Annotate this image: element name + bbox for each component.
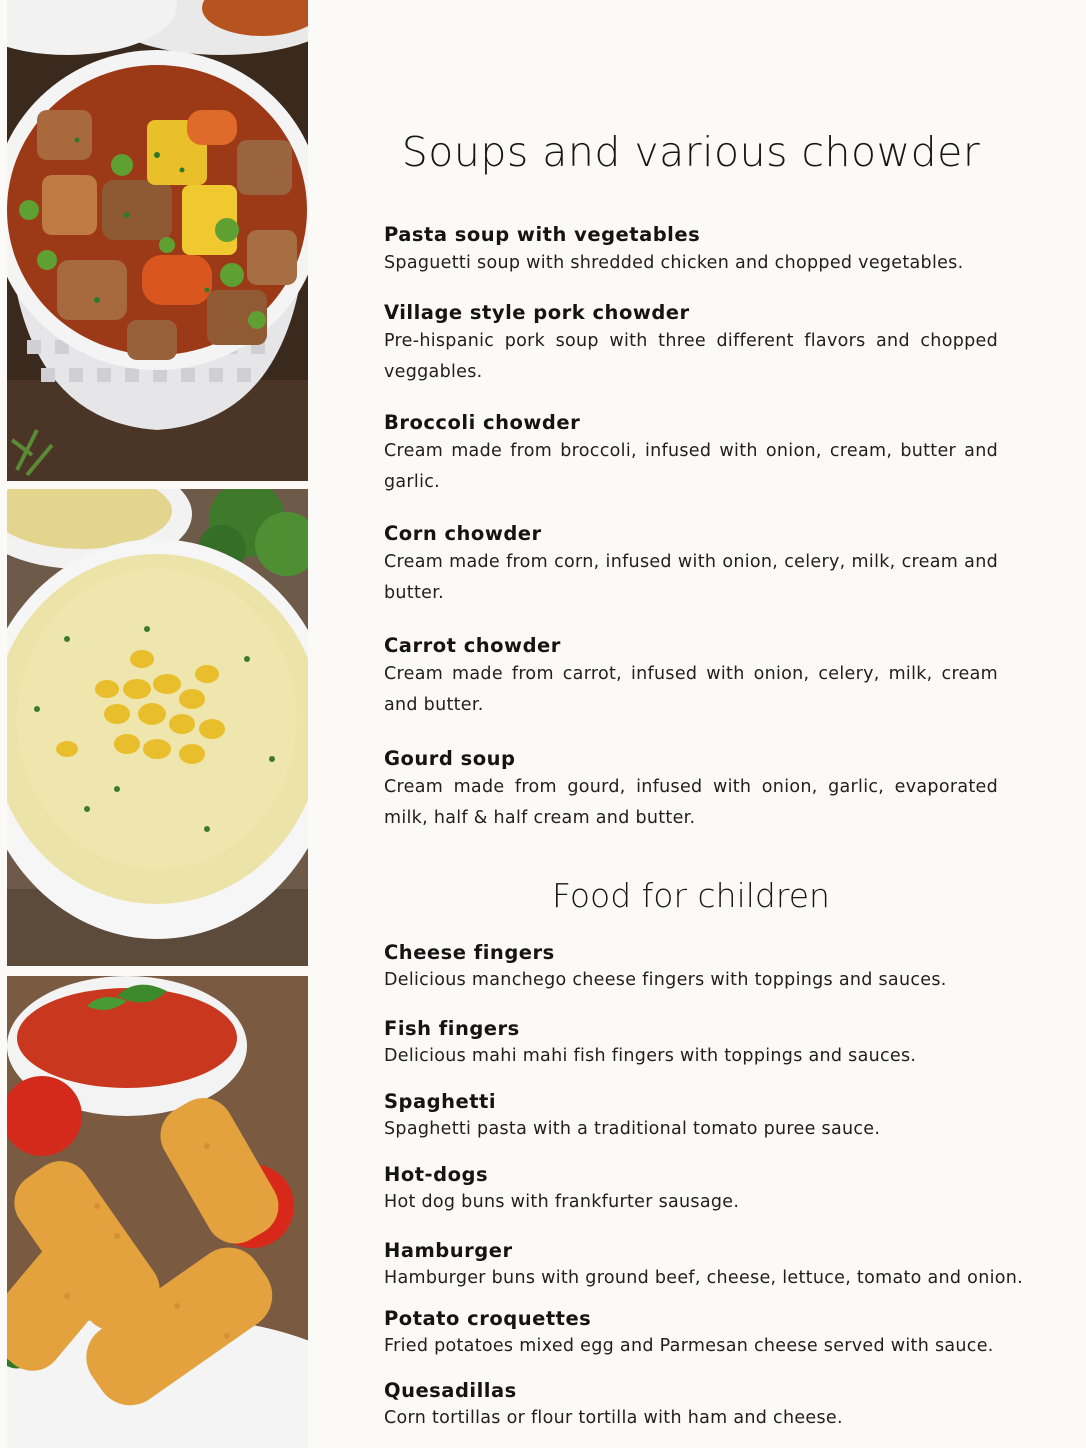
menu-item-quesadillas [384,1378,998,1432]
item-description: Cream made from gourd, infused with onion, garlic, evaporated milk, half & half cream and butter. [384,777,998,828]
item-name: Village style pork chowder [384,301,690,324]
item-description: Spaguetti soup with shredded chicken and chopped vegetables. [384,253,964,273]
item-description: Fried potatoes mixed egg and Parmesan cheese served with sauce. [384,1336,994,1356]
menu-item-fish-fingers [384,1016,998,1070]
section-title-children: Food for children [552,876,830,915]
item-name: Gourd soup [384,747,516,770]
menu-item-pasta-soup [384,222,998,279]
item-description: Pre-hispanic pork soup with three different flavors and chopped veggables. [384,331,998,382]
menu-item-potato-croquettes [384,1306,998,1360]
item-description: Hamburger buns with ground beef, cheese, lettuce, tomato and onion. [384,1268,1024,1288]
item-description: Delicious mahi mahi fish fingers with toppings and sauces. [384,1046,917,1066]
menu-item-gourd-soup [384,746,998,834]
item-name: Hamburger [384,1239,513,1262]
item-name: Broccoli chowder [384,411,581,434]
menu-item-hot-dogs [384,1162,998,1216]
menu-item-cheese-fingers [384,940,998,994]
menu-item-corn-chowder [384,521,998,609]
item-name: Cheese fingers [384,941,555,964]
item-name: Potato croquettes [384,1307,592,1330]
item-description: Cream made from broccoli, infused with onion, cream, butter and garlic. [384,441,998,492]
item-description: Cream made from corn, infused with onion, celery, milk, cream and butter. [384,552,998,603]
item-name: Corn chowder [384,522,542,545]
item-name: Hot-dogs [384,1163,489,1186]
item-description: Cream made from carrot, infused with onion, celery, milk, cream and butter. [384,664,998,715]
item-name: Carrot chowder [384,634,561,657]
menu-item-broccoli-chowder [384,410,998,498]
item-description: Hot dog buns with frankfurter sausage. [384,1192,740,1212]
item-name: Quesadillas [384,1379,517,1402]
menu-item-pork-chowder [384,300,998,388]
photo-corn-chowder [7,489,308,966]
menu-item-hamburger [384,1238,1024,1292]
menu-item-spaghetti [384,1089,998,1143]
item-name: Fish fingers [384,1017,520,1040]
item-name: Pasta soup with vegetables [384,223,701,246]
item-description: Delicious manchego cheese fingers with toppings and sauces. [384,970,947,990]
item-description: Spaghetti pasta with a traditional tomato puree sauce. [384,1119,881,1139]
item-description: Corn tortillas or flour tortilla with ham and cheese. [384,1408,843,1428]
menu-item-carrot-chowder [384,633,998,721]
item-name: Spaghetti [384,1090,497,1113]
section-title-soups: Soups and various chowder [401,128,981,176]
photo-cheese-fingers [7,976,308,1448]
photo-vegetable-stew [7,0,308,481]
